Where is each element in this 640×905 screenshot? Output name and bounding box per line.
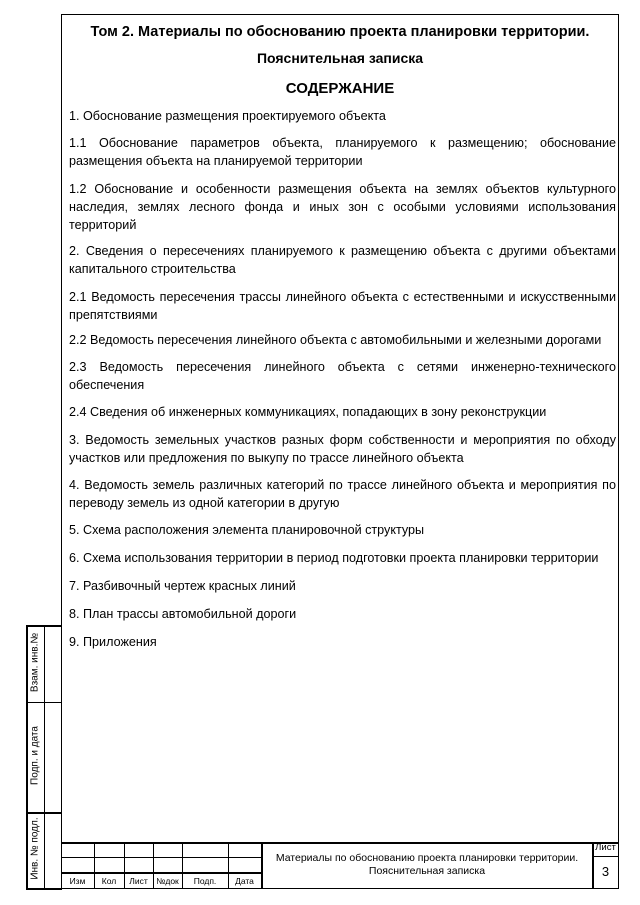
toc-item-5: 5. Схема расположения элемента планировочной структуры <box>69 523 425 537</box>
toc-item-1-2: 1.2 Обоснование и особенности размещения объекта на землях объектов культурного наследия, землях лесного фонда и иных зон с особыми условиями использования территорий <box>69 182 616 232</box>
toc-item-4: 4. Ведомость земель различных категорий по трассе линейного объекта и мероприятия по переводу земель из одной категории в другую <box>69 478 616 510</box>
contents-heading: СОДЕРЖАНИЕ <box>285 80 395 97</box>
toc-item-9: 9. Приложения <box>69 635 157 649</box>
col-data: Дата <box>235 876 254 886</box>
toc-item-2: 2. Сведения о пересечениях планируемого к размещению объекта с другими объектами капитального строительства <box>69 244 616 276</box>
toc-item-7: 7. Разбивочный чертеж красных линий <box>69 579 296 593</box>
toc-item-8: 8. План трассы автомобильной дороги <box>69 607 297 621</box>
podp-data-label: Подп. и дата <box>29 726 41 785</box>
toc-item-2-1: 2.1 Ведомость пересечения трассы линейного объекта с естественными и искусственными препятствиями <box>69 290 616 322</box>
toc-item-2-2: 2.2 Ведомость пересечения линейного объекта с автомобильными и железными дорогами <box>69 333 602 347</box>
stamp-title-line2: Пояснительная записка <box>368 864 486 877</box>
toc-item-6: 6. Схема использования территории в период подготовки проекта планировки территории <box>69 551 599 565</box>
col-list: Лист <box>129 876 148 886</box>
sheet-number: 3 <box>601 864 610 879</box>
inv-podl-label: Инв. № подл. <box>29 817 41 880</box>
toc-item-3: 3. Ведомость земельных участков разных форм собственности и мероприятия по обходу участков или предложения по выкупу по трассе линейного объекта <box>69 433 616 465</box>
stamp-title-line1: Материалы по обоснованию проекта планировки территории. <box>275 852 579 864</box>
toc-item-2-3: 2.3 Ведомость пересечения линейного объекта с сетями инженерно-технического обеспечения <box>69 360 616 392</box>
zam-inv-label: Взам. инв.№ <box>29 632 41 693</box>
toc-item-1-1: 1.1 Обоснование параметров объекта, планируемого к размещению; обоснование размещения объекта на планируемой территории <box>69 136 616 168</box>
col-podp: Подп. <box>193 876 217 886</box>
col-ndok: №док <box>156 876 179 886</box>
toc-item-2-4: 2.4 Сведения об инженерных коммуникациях, попадающих в зону реконструкции <box>69 405 547 419</box>
toc-item-1: 1. Обоснование размещения проектируемого объекта <box>69 109 386 123</box>
col-izm: Изм <box>69 876 86 886</box>
col-kol: Кол <box>101 876 117 886</box>
sheet-label: Лист <box>595 842 616 853</box>
stamp-title <box>262 852 592 877</box>
volume-subtitle: Пояснительная записка <box>256 50 424 66</box>
volume-title: Том 2. Материалы по обоснованию проекта планировки территории. <box>90 24 590 40</box>
